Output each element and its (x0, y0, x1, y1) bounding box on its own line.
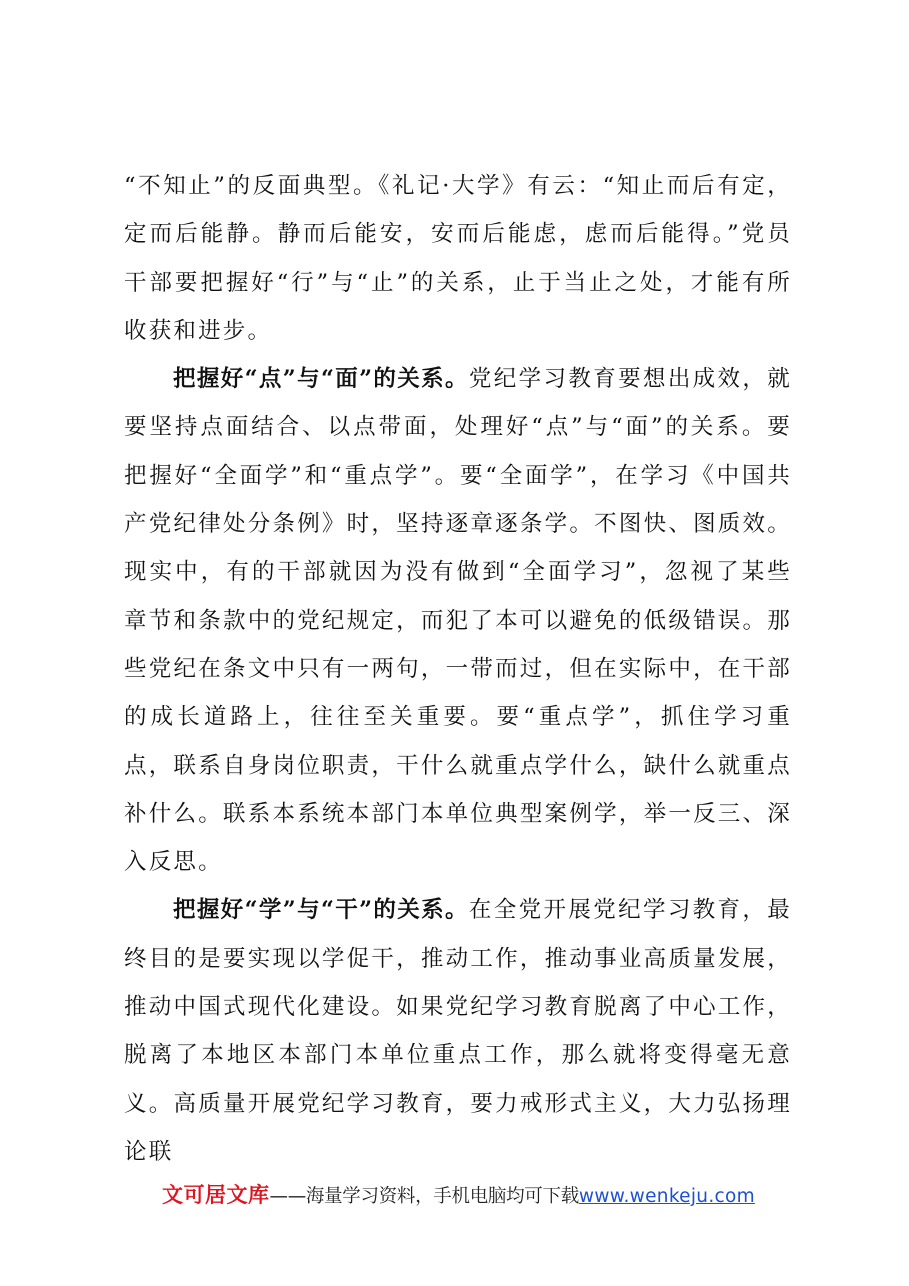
footer-banner (162, 1180, 812, 1212)
paragraph-2 (124, 355, 792, 886)
paragraph-3-text: 在全党开展党纪学习教育，最终目的是要实现以学促干，推动工作，推动事业高质量发展，推动中国式现代化建设。如果党纪学习教育脱离了中心工作，脱离了本地区本部门本单位重点工作，那么就将变得毫无意义。高质量开展党纪学习教育，要力戒形式主义，大力弘扬理论联 (124, 897, 792, 1165)
footer-website-link[interactable]: www.wenkeju.com (578, 1186, 755, 1207)
paragraph-1 (124, 162, 792, 355)
footer-brand: 文可居文库 (162, 1183, 270, 1207)
paragraph-2-heading: 把握好“点”与“面”的关系。 (173, 366, 469, 393)
footer-tagline: ——海量学习资料，手机电脑均可下载 (269, 1186, 579, 1207)
paragraph-1-text: “不知止”的反面典型。《礼记·大学》有云：“知止而后有定，定而后能静。静而后能安，安而后能虑，虑而后能得。”党员干部要把握好“行”与“止”的关系，止于当止之处，才能有所收获和进步。 (124, 173, 792, 344)
paragraph-3-heading: 把握好“学”与“干”的关系。 (173, 897, 469, 924)
document-body (124, 162, 792, 1176)
paragraph-3 (124, 886, 792, 1176)
paragraph-2-text: 党纪学习教育要想出成效，就要坚持点面结合、以点带面，处理好“点”与“面”的关系。要把握好“全面学”和“重点学”。要“全面学”，在学习《中国共产党纪律处分条例》时，坚持逐章逐条学。不图快、图质效。现实中，有的干部就因为没有做到“全面学习”，忽视了某些章节和条款中的党纪规定，而犯了本可以避免的低级错误。那些党纪在条文中只有一两句，一带而过，但在实际中，在干部的成长道路上，往往至关重要。要“重点学”，抓住学习重点，联系自身岗位职责，干什么就重点学什么，缺什么就重点补什么。联系本系统本部门本单位典型案例学，举一反三、深入反思。 (124, 366, 792, 876)
